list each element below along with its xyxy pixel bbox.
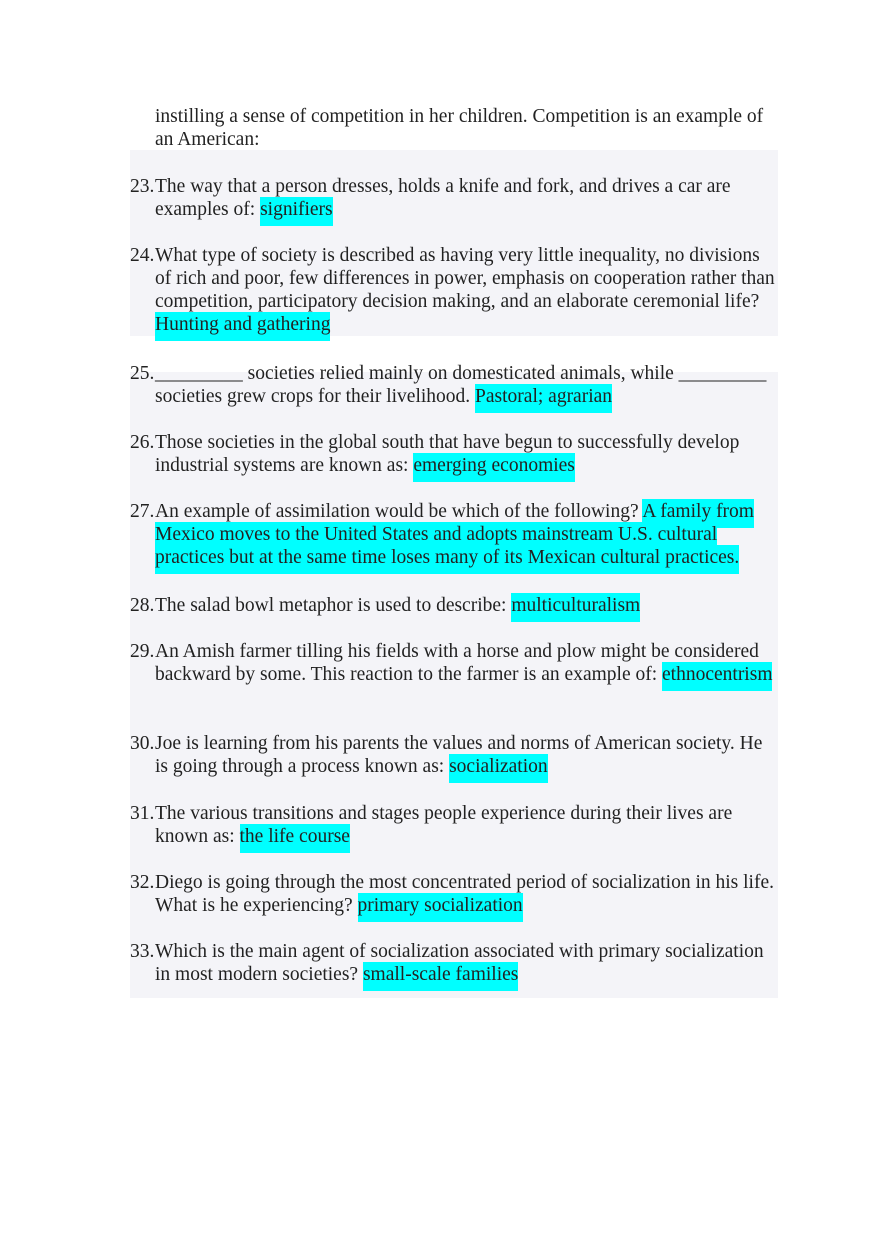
answer-highlight: Pastoral; agrarian — [475, 384, 612, 413]
question-text: The salad bowl metaphor is used to describe: — [155, 595, 512, 616]
answer-highlight: small-scale families — [363, 962, 518, 991]
answer-highlight: signifiers — [260, 197, 333, 226]
question-25 — [130, 362, 780, 408]
question-text: The way that a person dresses, holds a knife and fork, and drives a car are examples of: — [155, 176, 731, 220]
question-number: 24. — [130, 245, 155, 266]
answer-highlight: socialization — [449, 754, 548, 783]
question-number: 30. — [130, 733, 155, 754]
question-33 — [130, 940, 780, 986]
question-31 — [130, 802, 780, 848]
answer-highlight: ethnocentrism — [662, 662, 772, 691]
question-number: 29. — [130, 641, 155, 662]
question-number: 23. — [130, 176, 155, 197]
question-32 — [130, 871, 780, 917]
question-number: 32. — [130, 872, 155, 893]
question-number: 25. — [130, 363, 155, 384]
question-28 — [130, 594, 780, 617]
question-29 — [130, 640, 780, 686]
question-text: An Amish farmer tilling his fields with a horse and plow might be considered backward by some. This reaction to the farmer is an example of: — [155, 641, 759, 685]
question-number: 26. — [130, 432, 155, 453]
question-number: 27. — [130, 501, 155, 522]
question-text: What type of society is described as having very little inequality, no divisions of rich and poor, few differences in power, emphasis on cooperation rather than competition, participatory decision making, and an elaborate ceremonial life? — [155, 245, 775, 312]
question-number: 31. — [130, 803, 155, 824]
question-text: Those societies in the global south that have begun to successfully develop industrial systems are known as: — [155, 432, 740, 476]
question-text: Which is the main agent of socialization associated with primary socialization in most modern societies? — [155, 941, 764, 985]
question-text: Diego is going through the most concentrated period of socialization in his life. What is he experiencing? — [155, 872, 774, 916]
question-27 — [130, 500, 780, 569]
question-number: 33. — [130, 941, 155, 962]
question-text: The various transitions and stages people experience during their lives are known as: — [155, 803, 733, 847]
answer-highlight: the life course — [240, 824, 350, 853]
answer-highlight: A family from Mexico moves to the United States and adopts mainstream U.S. cultural practices but at the same time loses many of its Mexican cultural practices. — [155, 499, 754, 574]
question-text: An example of assimilation would be which of the following? — [155, 501, 643, 522]
question-23 — [130, 175, 780, 221]
question-24 — [130, 244, 780, 336]
question-text: Joe is learning from his parents the values and norms of American society. He is going through a process known as: — [155, 733, 763, 777]
answer-highlight: emerging economies — [413, 453, 575, 482]
question-30 — [130, 732, 780, 778]
answer-highlight: multiculturalism — [511, 593, 640, 622]
answer-highlight: primary socialization — [358, 893, 523, 922]
intro-text: instilling a sense of competition in her children. Competition is an example of an American: — [155, 106, 764, 150]
question-number: 28. — [130, 595, 155, 616]
answer-highlight: Hunting and gathering — [155, 312, 330, 341]
question-26 — [130, 431, 780, 477]
question-text: _________ societies relied mainly on domesticated animals, while _________ societies grew crops for their livelihood. — [155, 363, 767, 407]
